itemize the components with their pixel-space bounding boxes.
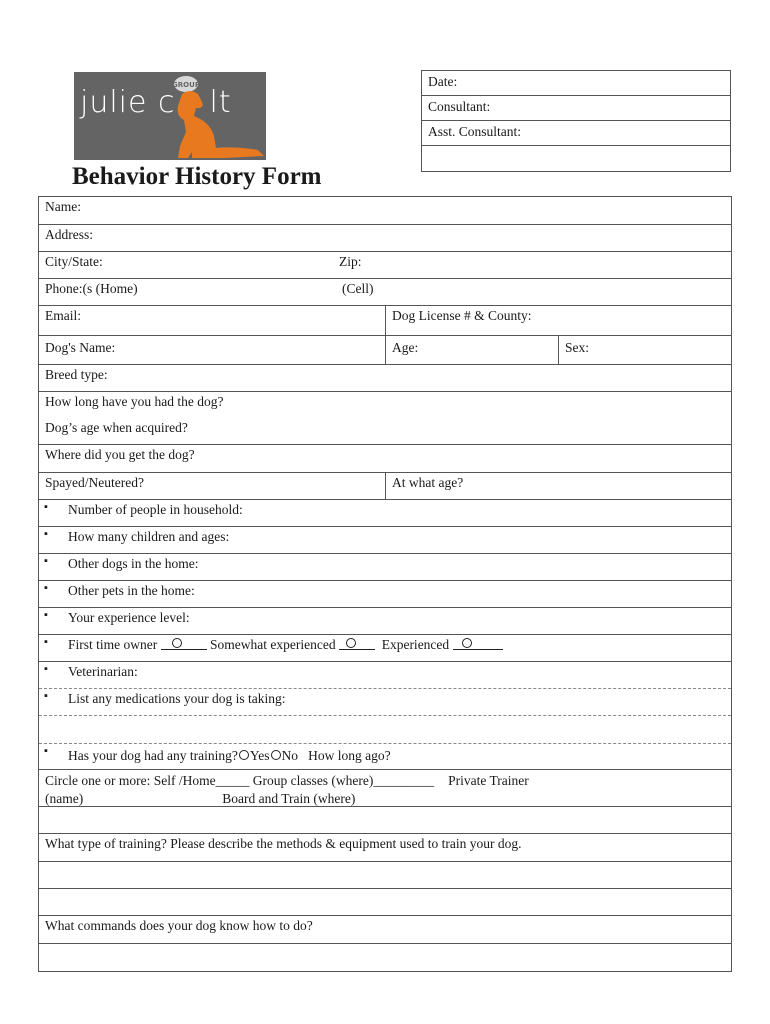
dogs-name-field[interactable] — [39, 336, 386, 364]
office-use-box — [421, 70, 731, 172]
date-field[interactable] — [422, 71, 730, 96]
age-acquired-label: Dog’s age when acquired? — [45, 420, 188, 435]
somewhat-experienced-label: Somewhat experienced — [210, 637, 336, 652]
radio-icon — [346, 638, 356, 648]
radio-icon — [172, 638, 182, 648]
type-training-label: What type of training? Please describe the methods & equipment used to train your dog. — [45, 836, 522, 851]
experience-options-row — [39, 635, 731, 662]
experienced-radio[interactable] — [453, 637, 503, 650]
experience-label: Your experience level: — [68, 610, 190, 625]
medications-extra-line[interactable] — [39, 716, 731, 744]
other-dogs-label: Other dogs in the home: — [68, 556, 199, 571]
phone-field[interactable] — [39, 279, 731, 306]
experienced-label: Experienced — [381, 637, 450, 652]
email-field[interactable] — [39, 306, 386, 335]
city-state-zip-field[interactable] — [39, 252, 731, 279]
sex-label: Sex: — [565, 340, 590, 355]
consultant-label: Consultant: — [428, 99, 491, 114]
at-what-age-field[interactable] — [386, 473, 469, 499]
logo-badge-text: GROUP — [172, 81, 200, 89]
dogs-name-label: Dog's Name: — [45, 340, 116, 355]
type-training-field[interactable] — [39, 834, 731, 862]
dog-license-field[interactable] — [386, 306, 537, 335]
veterinarian-label: Veterinarian: — [68, 664, 138, 679]
spayed-field[interactable] — [39, 473, 386, 499]
name-label: Name: — [45, 199, 81, 214]
medications-label: List any medications your dog is taking: — [68, 691, 286, 706]
blank-line-1[interactable] — [39, 807, 731, 834]
commands-label: What commands does your dog know how to do? — [45, 918, 313, 933]
logo-text: julie c lt — [80, 85, 232, 120]
circle-label: Circle one or more: Self /Home_____ Group classes (where)_________ — [45, 773, 435, 788]
how-long-field[interactable] — [39, 392, 731, 445]
blank-line-2[interactable] — [39, 862, 731, 889]
dog-license-label: Dog License # & County: — [392, 308, 532, 323]
commands-field[interactable] — [39, 916, 731, 944]
first-time-owner-radio[interactable] — [161, 637, 207, 650]
experience-field[interactable] — [39, 608, 731, 635]
num-people-field[interactable] — [39, 500, 731, 527]
age-label: Age: — [392, 340, 419, 355]
company-logo — [74, 72, 266, 160]
address-field[interactable] — [39, 225, 731, 252]
where-get-label: Where did you get the dog? — [45, 447, 195, 462]
how-long-label: How long have you had the dog? — [45, 394, 224, 409]
email-license-row — [39, 306, 731, 336]
first-time-owner-label: First time owner — [68, 637, 158, 652]
breed-field[interactable] — [39, 365, 731, 392]
name-paren-label: (name) — [45, 791, 84, 806]
yes-label: Yes — [249, 748, 270, 763]
breed-label: Breed type: — [45, 367, 108, 382]
other-pets-label: Other pets in the home: — [68, 583, 195, 598]
training-no-radio[interactable] — [271, 750, 281, 760]
behavior-form — [38, 196, 732, 972]
date-label: Date: — [428, 74, 458, 89]
how-long-ago-label: How long ago? — [308, 748, 391, 763]
asst-consultant-field[interactable] — [422, 121, 730, 146]
blank-line-3[interactable] — [39, 889, 731, 916]
phone-home-label: Phone:(s (Home) — [45, 281, 138, 296]
no-label: No — [281, 748, 298, 763]
medications-field[interactable] — [39, 689, 731, 716]
city-state-label: City/State: — [45, 254, 103, 269]
children-label: How many children and ages: — [68, 529, 230, 544]
email-label: Email: — [45, 308, 81, 323]
page-title: Behavior History Form — [72, 163, 322, 190]
spayed-row — [39, 473, 731, 500]
age-field[interactable] — [386, 336, 559, 364]
somewhat-experienced-radio[interactable] — [339, 637, 375, 650]
private-trainer-label: Private Trainer — [448, 773, 529, 788]
other-dogs-field[interactable] — [39, 554, 731, 581]
training-type-field[interactable] — [39, 770, 731, 807]
zip-label: Zip: — [339, 254, 362, 269]
asst-consultant-label: Asst. Consultant: — [428, 124, 522, 139]
sex-field[interactable] — [559, 336, 731, 364]
consultant-field[interactable] — [422, 96, 730, 121]
phone-cell-label: (Cell) — [342, 281, 374, 296]
radio-icon — [462, 638, 472, 648]
dog-name-row — [39, 336, 731, 365]
training-yes-radio[interactable] — [239, 750, 249, 760]
blank-header-field[interactable] — [422, 146, 730, 171]
other-pets-field[interactable] — [39, 581, 731, 608]
address-label: Address: — [45, 227, 93, 242]
board-train-label: Board and Train (where) — [222, 791, 356, 806]
training-row — [39, 744, 731, 770]
veterinarian-field[interactable] — [39, 662, 731, 689]
blank-line-4[interactable] — [39, 944, 731, 971]
where-get-field[interactable] — [39, 445, 731, 473]
children-field[interactable] — [39, 527, 731, 554]
at-what-age-label: At what age? — [392, 475, 464, 490]
dog-logo-icon — [74, 72, 266, 160]
num-people-label: Number of people in household: — [68, 502, 243, 517]
spayed-label: Spayed/Neutered? — [45, 475, 144, 490]
training-question-label: Has your dog had any training? — [68, 748, 238, 763]
name-field[interactable] — [39, 197, 731, 225]
